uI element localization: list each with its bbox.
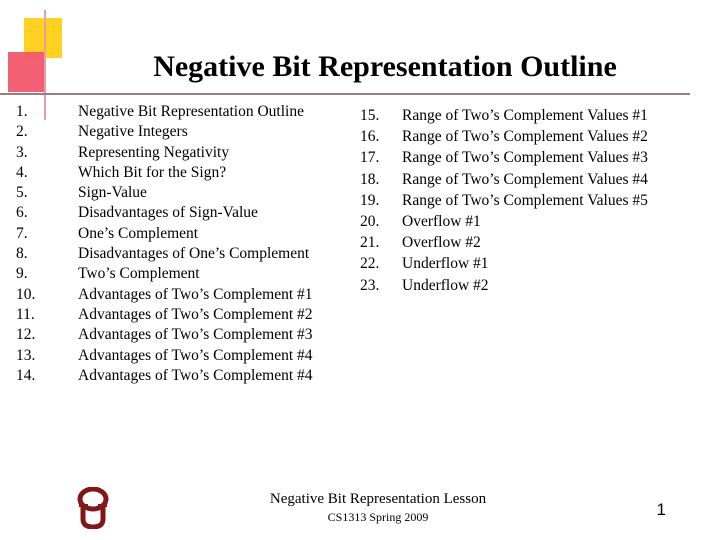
- outline-item-number: 4.: [16, 163, 28, 181]
- outline-item-number: 23.: [360, 276, 380, 294]
- outline-item: [360, 256, 670, 273]
- outline-item-text: Underflow #1: [402, 255, 489, 273]
- outline-item-number: 18.: [360, 170, 380, 188]
- slide-number: 1: [656, 500, 666, 519]
- outline-item-number: 12.: [16, 326, 36, 344]
- outline-item-number: 9.: [16, 265, 28, 283]
- outline-item-text: Two’s Complement: [78, 265, 200, 283]
- outline-item-number: 10.: [16, 285, 36, 303]
- outline-item: [16, 104, 346, 121]
- outline-item: [360, 278, 670, 295]
- outline-item-text: Disadvantages of One’s Complement: [78, 245, 310, 263]
- decorative-horizontal-line: [0, 93, 690, 95]
- outline-item-text: Advantages of Two’s Complement #4: [78, 366, 313, 384]
- outline-item-text: Overflow #1: [402, 212, 481, 230]
- outline-item-number: 19.: [360, 191, 380, 209]
- outline-item-number: 6.: [16, 204, 28, 222]
- outline-item-text: Range of Two’s Complement Values #1: [402, 107, 648, 124]
- outline-item: [360, 172, 670, 189]
- outline-item: [16, 124, 346, 141]
- outline-item: [16, 348, 346, 365]
- outline-item: [16, 205, 346, 222]
- outline-item-number: 3.: [16, 143, 28, 161]
- decorative-red-square: [8, 52, 44, 92]
- outline-item: [16, 165, 346, 182]
- outline-item-number: 21.: [360, 234, 380, 252]
- outline-item-text: Negative Integers: [78, 123, 188, 141]
- outline-item-number: 15.: [360, 107, 380, 124]
- outline-item-number: 13.: [16, 346, 36, 364]
- outline-item-text: Underflow #2: [402, 276, 489, 294]
- outline-item-number: 7.: [16, 224, 28, 242]
- outline-item: [16, 327, 346, 344]
- outline-item: [360, 108, 670, 125]
- outline-item: [360, 235, 670, 252]
- outline-item-text: Range of Two’s Complement Values #3: [402, 149, 648, 167]
- outline-item: [16, 266, 346, 283]
- outline-item-text: Advantages of Two’s Complement #4: [78, 346, 313, 364]
- outline-item-text: One’s Complement: [78, 224, 199, 242]
- outline-item: [16, 287, 346, 304]
- outline-item-text: Sign-Value: [78, 184, 147, 202]
- outline-item: [360, 129, 670, 146]
- outline-item-text: Range of Two’s Complement Values #2: [402, 128, 648, 146]
- ou-logo-icon: [76, 487, 110, 529]
- outline-item: [16, 307, 346, 324]
- outline-item-number: 14.: [16, 366, 36, 384]
- outline-item-text: Range of Two’s Complement Values #5: [402, 191, 648, 209]
- outline-list-right: [360, 108, 670, 299]
- outline-item-number: 5.: [16, 184, 28, 202]
- footer-course: CS1313 Spring 2009: [327, 510, 429, 524]
- outline-item-number: 1.: [16, 103, 28, 120]
- outline-item: [360, 150, 670, 167]
- outline-item-number: 2.: [16, 123, 28, 141]
- outline-item: [360, 214, 670, 231]
- outline-item-number: 11.: [16, 305, 35, 323]
- outline-item-text: Advantages of Two’s Complement #1: [78, 285, 313, 303]
- outline-item-text: Advantages of Two’s Complement #2: [78, 305, 313, 323]
- outline-item-number: 16.: [360, 128, 380, 146]
- outline-item: [16, 246, 346, 263]
- outline-item-text: Range of Two’s Complement Values #4: [402, 170, 648, 188]
- outline-item-text: Negative Bit Representation Outline: [78, 103, 304, 120]
- outline-item-text: Advantages of Two’s Complement #3: [78, 326, 313, 344]
- outline-item-number: 22.: [360, 255, 380, 273]
- outline-item-number: 17.: [360, 149, 380, 167]
- outline-item-text: Which Bit for the Sign?: [78, 163, 227, 181]
- outline-item: [16, 185, 346, 202]
- outline-item: [16, 368, 346, 385]
- footer-lesson-title: Negative Bit Representation Lesson: [269, 491, 487, 507]
- outline-item-number: 20.: [360, 212, 380, 230]
- outline-item: [16, 145, 346, 162]
- outline-item-text: Disadvantages of Sign-Value: [78, 204, 258, 222]
- outline-item-number: 8.: [16, 245, 28, 263]
- outline-item: [360, 193, 670, 210]
- outline-list-left: [16, 104, 346, 388]
- outline-item: [16, 226, 346, 243]
- slide-title: Negative Bit Representation Outline: [153, 50, 617, 83]
- outline-item-text: Representing Negativity: [78, 143, 230, 161]
- outline-item-text: Overflow #2: [402, 234, 481, 252]
